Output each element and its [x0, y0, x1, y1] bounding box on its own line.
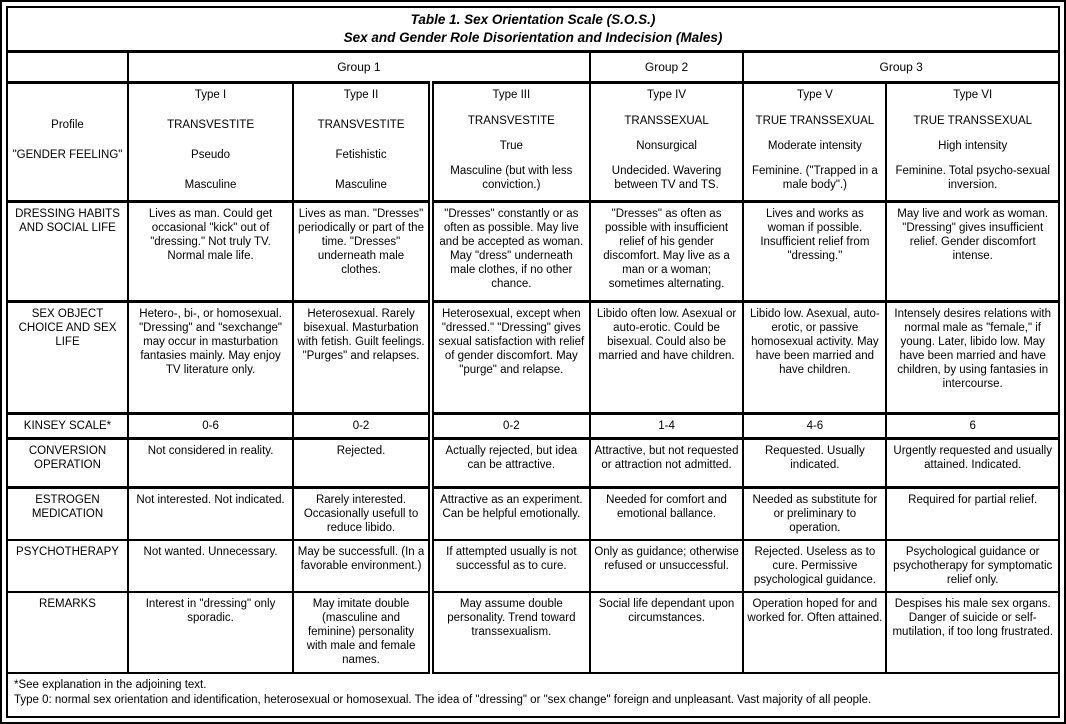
type3-intensity: True — [499, 139, 523, 152]
type6-number: Type VI — [953, 89, 993, 102]
cell-dressing-type3: "Dresses" constantly or as often as possible. May live and be accepted as woman. May "dress" underneath male clothes, if no other chance. — [431, 201, 590, 301]
group-3-header: Group 3 — [743, 52, 1059, 83]
type4-number: Type IV — [647, 89, 687, 102]
type1-gender-feeling: Masculine — [184, 179, 237, 192]
row-label-remarks: REMARKS — [7, 592, 128, 673]
cell-conversion-type4: Attractive, but not requested or attraction not admitted. — [590, 438, 744, 487]
type1-intensity: Pseudo — [191, 149, 231, 162]
cell-psycho-type5: Rejected. Useless as to cure. Permissive psychological guidance. — [743, 540, 886, 592]
footnotes-cell — [7, 673, 1059, 717]
type4-category: TRANSSEXUAL — [624, 114, 709, 127]
cell-sexobj-type6: Intensely desires relations with normal male as "female," if young. Later, libido low. May have been married and have children, by using fantasies in intercourse. — [886, 301, 1059, 413]
cell-kinsey-type1: 0-6 — [128, 413, 293, 438]
cell-kinsey-type2: 0-2 — [293, 413, 431, 438]
type3-number: Type III — [492, 89, 531, 102]
cell-remarks-type6: Despises his male sex organs. Danger of suicide or self-mutilation, if too long frustrated. — [886, 592, 1059, 673]
cell-dressing-type4: "Dresses" as often as possible with insufficient relief of his gender discomfort. May live as a man or a woman; sometimes alternating. — [590, 201, 744, 301]
cell-kinsey-type3: 0-2 — [431, 413, 590, 438]
row-label-dressing: DRESSING HABITS AND SOCIAL LIFE — [7, 201, 128, 301]
type3-category: TRANSVESTITE — [467, 114, 555, 127]
type6-gender-feeling: Feminine. Total psycho-sexual inversion. — [895, 165, 1050, 192]
cell-psycho-type4: Only as guidance; otherwise refused or unsuccessful. — [590, 540, 744, 592]
row-label-profile — [7, 83, 128, 201]
row-label-estrogen: ESTROGEN MEDICATION — [7, 487, 128, 540]
type5-category: TRUE TRANSSEXUAL — [755, 114, 875, 127]
profile-label: Profile — [51, 119, 84, 132]
type6-category: TRUE TRANSSEXUAL — [913, 114, 1033, 127]
gender-feeling-label: "GENDER FEELING" — [12, 149, 123, 162]
row-label-psychotherapy: PSYCHOTHERAPY — [7, 540, 128, 592]
type2-gender-feeling: Masculine — [335, 179, 387, 192]
cell-remarks-type3: May assume double personality. Trend toward transsexualism. — [431, 592, 590, 673]
header-type3 — [431, 83, 590, 201]
header-type1 — [128, 83, 293, 201]
cell-kinsey-type4: 1-4 — [590, 413, 744, 438]
cell-remarks-type4: Social life dependant upon circumstances. — [590, 592, 744, 673]
cell-conversion-type3: Actually rejected, but idea can be attractive. — [431, 438, 590, 487]
sex-orientation-scale-table — [6, 6, 1060, 718]
cell-psycho-type3: If attempted usually is not successful as to cure. — [431, 540, 590, 592]
table-title: Table 1. Sex Orientation Scale (S.O.S.) — [410, 11, 656, 27]
type4-gender-feeling: Undecided. Wavering between TV and TS. — [611, 165, 722, 192]
cell-kinsey-type6: 6 — [886, 413, 1059, 438]
type4-intensity: Nonsurgical — [636, 139, 697, 152]
type5-intensity: Moderate intensity — [767, 139, 862, 152]
cell-dressing-type6: May live and work as woman. "Dressing" gives insufficient relief. Gender discomfort intense. — [886, 201, 1059, 301]
cell-remarks-type5: Operation hoped for and worked for. Often attained. — [743, 592, 886, 673]
group-2-header: Group 2 — [590, 52, 744, 83]
cell-conversion-type2: Rejected. — [293, 438, 431, 487]
type5-gender-feeling: Feminine. ("Trapped in a male body".) — [752, 165, 878, 192]
table-title-cell — [7, 7, 1059, 52]
cell-psycho-type6: Psychological guidance or psychotherapy for symptomatic relief only. — [886, 540, 1059, 592]
cell-psycho-type2: May be successfull. (In a favorable environment.) — [293, 540, 431, 592]
footnote-asterisk: *See explanation in the adjoining text. — [14, 679, 207, 692]
cell-estrogen-type4: Needed for comfort and emotional ballance. — [590, 487, 744, 540]
cell-estrogen-type1: Not interested. Not indicated. — [128, 487, 293, 540]
cell-estrogen-type3: Attractive as an experiment. Can be helpful emotionally. — [431, 487, 590, 540]
type1-category: TRANSVESTITE — [167, 119, 254, 132]
type3-gender-feeling: Masculine (but with less conviction.) — [450, 165, 573, 192]
header-type6 — [886, 83, 1059, 201]
cell-dressing-type2: Lives as man. "Dresses" periodically or part of the time. "Dresses" underneath male clothes. — [293, 201, 431, 301]
row-label-kinsey: KINSEY SCALE* — [7, 413, 128, 438]
cell-conversion-type1: Not considered in reality. — [128, 438, 293, 487]
row-label-sex-object: SEX OBJECT CHOICE AND SEX LIFE — [7, 301, 128, 413]
footnote-type0: Type 0: normal sex orientation and identification, heterosexual or homosexual. The idea of "dressing" or "sex change" foreign and unpleasant. Vast majority of all people. — [14, 694, 872, 707]
cell-dressing-type5: Lives and works as woman if possible. Insufficient relief from "dressing." — [743, 201, 886, 301]
cell-kinsey-type5: 4-6 — [743, 413, 886, 438]
type2-number: Type II — [343, 89, 379, 102]
table-subtitle: Sex and Gender Role Disorientation and Indecision (Males) — [343, 30, 723, 46]
cell-estrogen-type6: Required for partial relief. — [886, 487, 1059, 540]
cell-conversion-type6: Urgently requested and usually attained. Indicated. — [886, 438, 1059, 487]
cell-psycho-type1: Not wanted. Unnecessary. — [128, 540, 293, 592]
cell-sexobj-type1: Hetero-, bi-, or homosexual. "Dressing" and "sexchange" may occur in masturbation fantasies mainly. May enjoy TV literature only. — [128, 301, 293, 413]
header-type2 — [293, 83, 431, 201]
type1-number: Type I — [194, 89, 227, 102]
cell-remarks-type1: Interest in "dressing" only sporadic. — [128, 592, 293, 673]
type6-intensity: High intensity — [938, 139, 1008, 152]
header-type5 — [743, 83, 886, 201]
type5-number: Type V — [796, 89, 833, 102]
cell-remarks-type2: May imitate double (masculine and feminine) personality with male and female names. — [293, 592, 431, 673]
group-row-empty-cell — [7, 52, 128, 83]
type2-category: TRANSVESTITE — [317, 119, 405, 132]
cell-estrogen-type2: Rarely interested. Occasionally usefull to reduce libido. — [293, 487, 431, 540]
cell-sexobj-type4: Libido often low. Asexual or auto-erotic. Could be bisexual. Could also be married and have children. — [590, 301, 744, 413]
cell-sexobj-type5: Libido low. Asexual, auto-erotic, or passive homosexual activity. May have been married and have children. — [743, 301, 886, 413]
cell-estrogen-type5: Needed as substitute for or preliminary to operation. — [743, 487, 886, 540]
row-label-conversion: CONVERSION OPERATION — [7, 438, 128, 487]
cell-sexobj-type3: Heterosexual, except when "dressed." "Dressing" gives sexual satisfaction with relief of gender discomfort. May "purge" and relapse. — [431, 301, 590, 413]
type2-intensity: Fetishistic — [335, 149, 387, 162]
cell-conversion-type5: Requested. Usually indicated. — [743, 438, 886, 487]
group-1-header: Group 1 — [128, 52, 590, 83]
cell-dressing-type1: Lives as man. Could get occasional "kick" out of "dressing." Not truly TV. Normal male life. — [128, 201, 293, 301]
cell-sexobj-type2: Heterosexual. Rarely bisexual. Masturbation with fetish. Guilt feelings. "Purges" and relapses. — [293, 301, 431, 413]
header-type4 — [590, 83, 744, 201]
